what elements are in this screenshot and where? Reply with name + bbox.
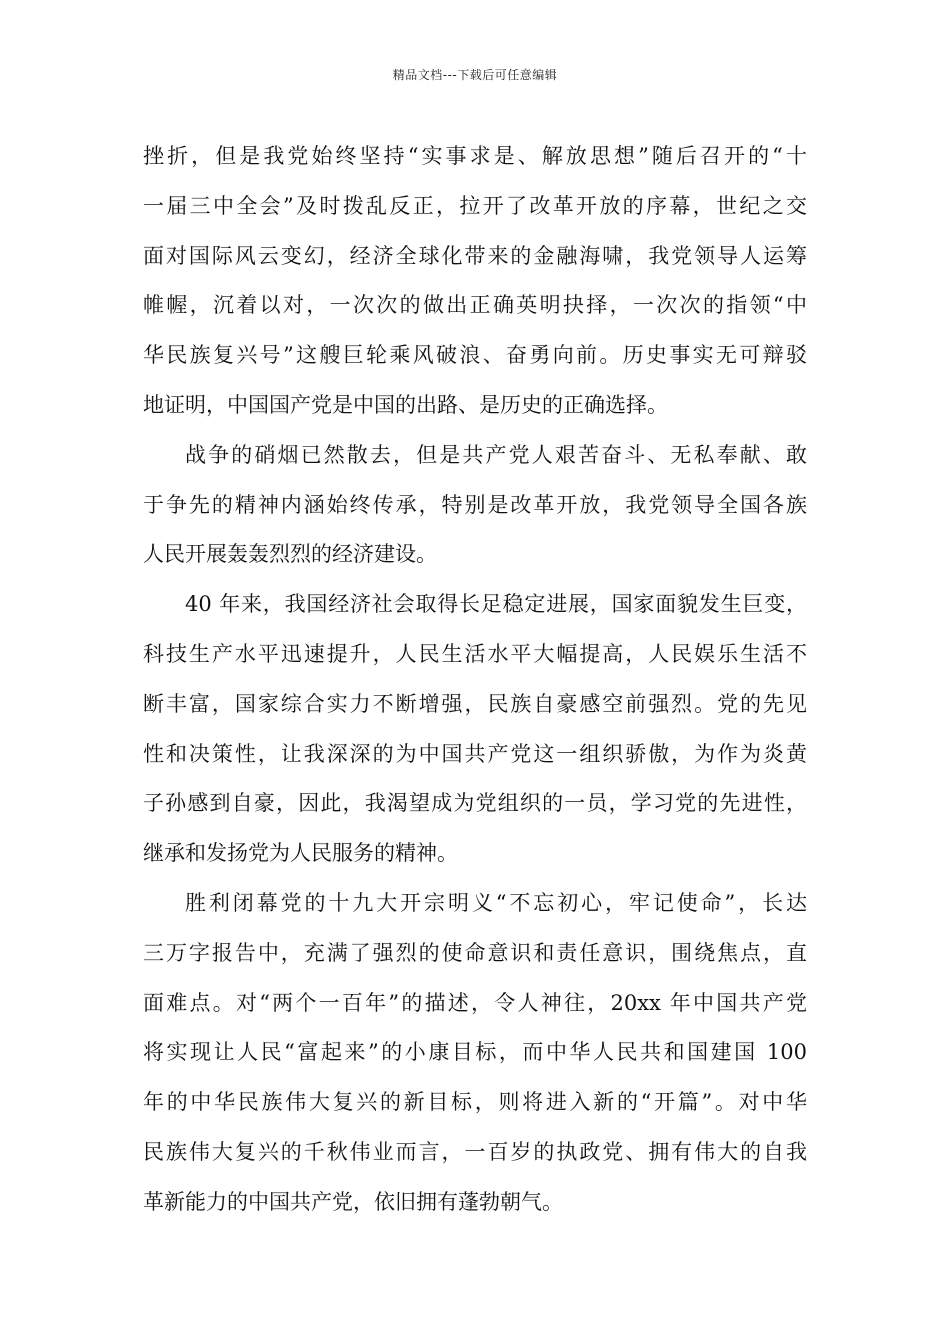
text-line: 面对国际风云变幻，经济全球化带来的金融海啸，我党领导人运筹 (143, 243, 807, 268)
text-line: 继承和发扬党为人民服务的精神。 (143, 841, 458, 866)
text-line: 胜利闭幕党的十九大开宗明义“不忘初心，牢记使命”，长达 (185, 890, 807, 915)
text-line: 挫折，但是我党始终坚持“实事求是、解放思想”随后召开的“十 (143, 144, 807, 168)
text-line: 断丰富，国家综合实力不断增强，民族自豪感空前强烈。党的先见 (143, 691, 807, 716)
text-line: 一届三中全会”及时拨乱反正，拉开了改革开放的序幕，世纪之交 (143, 193, 807, 218)
text-line: 革新能力的中国共产党，依旧拥有蓬勃朝气。 (143, 1189, 563, 1214)
page-header: 精品文档---下载后可任意编辑 (392, 68, 558, 82)
document-body (143, 132, 807, 1228)
text-line: 帷幄，沉着以对，一次次的做出正确英明抉择，一次次的指领“中 (143, 293, 807, 318)
text-line: 将实现让人民“富起来”的小康目标，而中华人民共和国建国 100 (143, 1040, 807, 1065)
text-line: 性和决策性，让我深深的为中国共产党这一组织骄傲，为作为炎黄 (143, 741, 807, 766)
text-line: 科技生产水平迅速提升，人民生活水平大幅提高，人民娱乐生活不 (143, 641, 807, 666)
text-line: 于争先的精神内涵始终传承，特别是改革开放，我党领导全国各族 (143, 492, 807, 517)
text-line: 年的中华民族伟大复兴的新目标，则将进入新的“开篇”。对中华 (143, 1090, 807, 1115)
text-line: 民族伟大复兴的千秋伟业而言，一百岁的执政党、拥有伟大的自我 (143, 1139, 807, 1164)
text-line: 40 年来，我国经济社会取得长足稳定进展，国家面貌发生巨变， (185, 592, 807, 617)
text-line: 地证明，中国国产党是中国的出路、是历史的正确选择。 (143, 392, 668, 417)
text-line: 子孙感到自豪，因此，我渴望成为党组织的一员，学习党的先进性， (143, 791, 807, 816)
text-line: 三万字报告中，充满了强烈的使命意识和责任意识，围绕焦点，直 (143, 940, 807, 965)
text-line: 面难点。对“两个一百年”的描述，令人神往，20xx 年中国共产党 (143, 990, 807, 1015)
text-line: 华民族复兴号”这艘巨轮乘风破浪、奋勇向前。历史事实无可辩驳 (143, 343, 807, 368)
text-line: 战争的硝烟已然散去，但是共产党人艰苦奋斗、无私奉献、敢 (185, 442, 807, 467)
text-line: 人民开展轰轰烈烈的经济建设。 (143, 542, 437, 567)
